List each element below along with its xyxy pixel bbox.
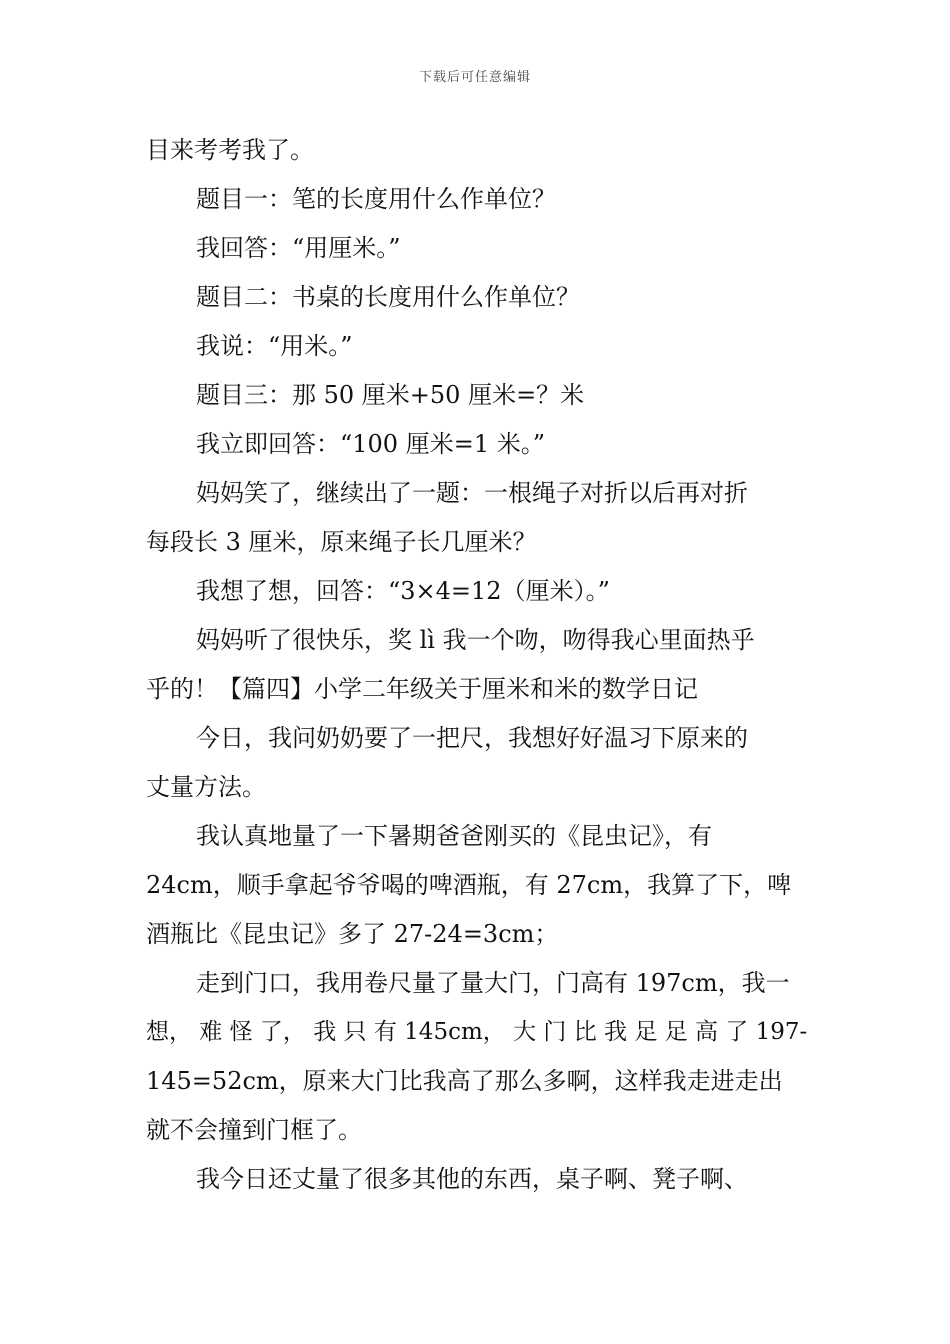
text-line: 妈妈听了很快乐，奖 lì 我一个吻，吻得我心里面热乎	[196, 626, 755, 654]
text-line: 145=52cm，原来大门比我高了那么多啊，这样我走进走出	[146, 1067, 783, 1095]
text-line: 我今日还丈量了很多其他的东西，桌子啊、凳子啊、	[196, 1165, 748, 1193]
document-body	[146, 126, 810, 1204]
text-line: 题目三：那 50 厘米+50 厘米=？米	[196, 381, 585, 409]
text-line: 就不会撞到门框了。	[146, 1116, 362, 1144]
text-line: 我回答：“用厘米。”	[196, 234, 401, 262]
text-line: 我说：“用米。”	[196, 332, 353, 360]
text-line: 丈量方法。	[146, 773, 266, 801]
text-line: 妈妈笑了，继续出了一题：一根绳子对折以后再对折	[196, 479, 748, 507]
text-line: 24cm，顺手拿起爷爷喝的啤酒瓶，有 27cm，我算了下，啤	[146, 871, 792, 899]
page-header-note: 下载后可任意编辑	[418, 70, 531, 85]
text-line: 想， 难 怪 了， 我 只 有 145cm， 大 门 比 我 足 足 高 了 197-	[146, 1019, 808, 1045]
text-line: 我想了想，回答：“3×4=12（厘米）。”	[196, 577, 610, 605]
text-line: 今日，我问奶奶要了一把尺，我想好好温习下原来的	[196, 724, 748, 752]
text-line: 我认真地量了一下暑期爸爸刚买的《昆虫记》，有	[196, 822, 712, 850]
text-line: 题目一：笔的长度用什么作单位？	[196, 185, 556, 213]
text-line: 我立即回答：“100 厘米=1 米。”	[196, 430, 545, 458]
text-line: 乎的！【篇四】小学二年级关于厘米和米的数学日记	[146, 675, 698, 703]
text-line: 酒瓶比《昆虫记》多了 27-24=3cm；	[146, 920, 559, 948]
text-line: 目来考考我了。	[146, 136, 314, 164]
text-line: 走到门口，我用卷尺量了量大门，门高有 197cm，我一	[196, 969, 790, 997]
text-line: 题目二：书桌的长度用什么作单位？	[196, 283, 580, 311]
text-line: 每段长 3 厘米，原来绳子长几厘米？	[146, 528, 537, 556]
